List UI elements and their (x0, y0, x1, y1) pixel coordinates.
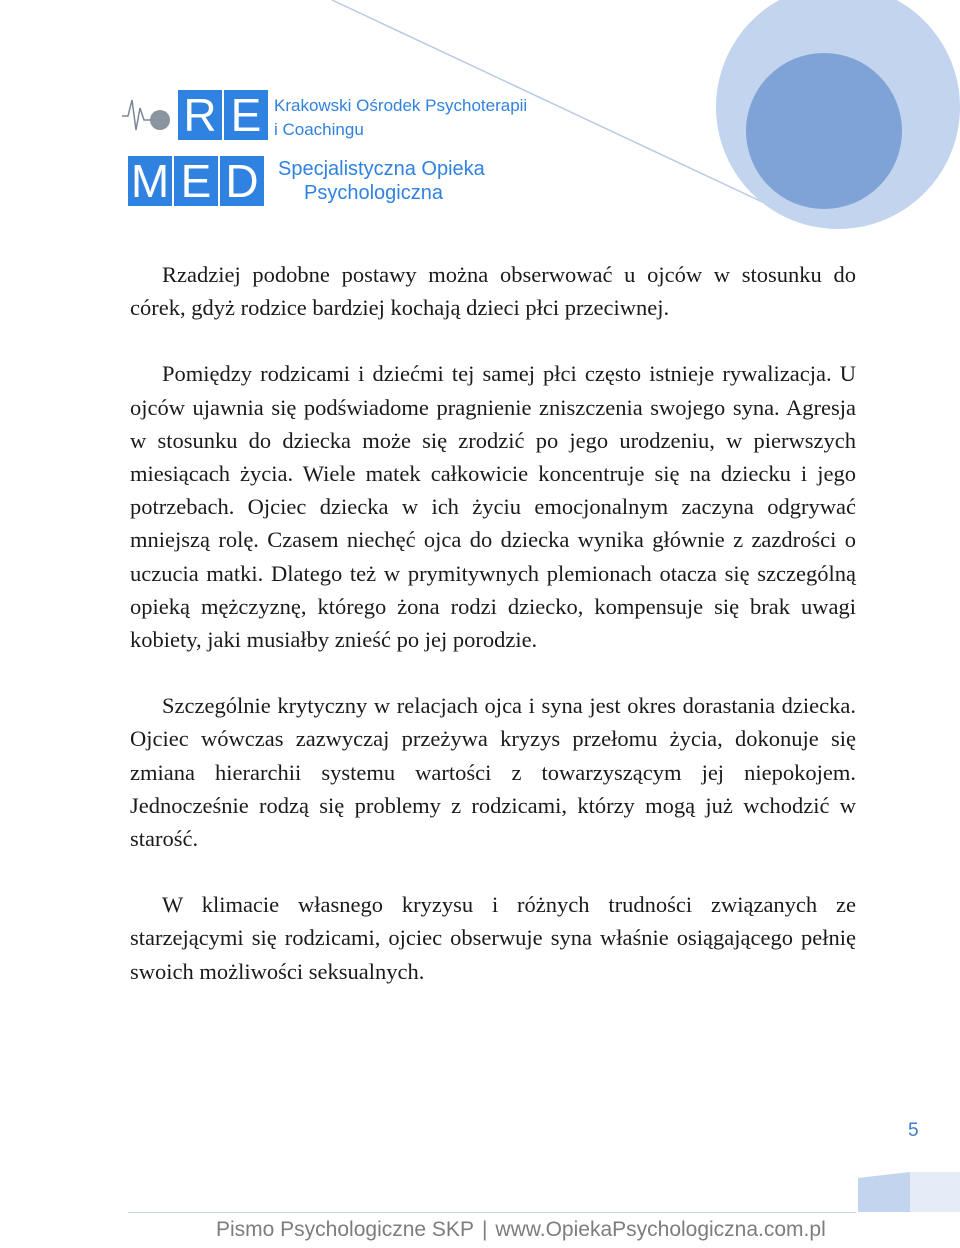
logo-line-3: Specjalistyczna Opieka (278, 158, 485, 180)
logo-line-2: i Coachingu (274, 120, 364, 139)
paragraph-4: W klimacie własnego kryzysu i różnych trudności związanych ze starzejącymi się rodzicami, ojciec obserwuje syna właśnie osiągającego pełnię swoich możliwości seksualnych. (130, 892, 856, 984)
logo-letter-r: R (178, 90, 222, 140)
page-corner-tab (858, 1172, 960, 1212)
paragraph-1: Rzadziej podobne postawy można obserwować u ojców w stosunku do córek, gdyż rodzice bardziej kochają dzieci płci przeciwnej. (130, 262, 856, 321)
page-number: 5 (908, 1120, 919, 1141)
footer-separator: | (481, 1218, 488, 1241)
paragraph-3: Szczególnie krytyczny w relacjach ojca i syna jest okres dorastania dziecka. Ojciec wówczas zazwyczaj przeżywa kryzys przełomu życia, dokonuje się zmiana hierarchii systemu wartości z towarzyszącym jej niepokojem. Jednocześnie rodzą się problemy z rodzicami, którzy mogą już wchodzić w starość. (130, 693, 856, 852)
inner-circle-shape (746, 53, 902, 209)
remed-logo (122, 86, 542, 212)
footer-divider (128, 1212, 856, 1213)
footer-publication: Pismo Psychologiczne SKP (216, 1218, 474, 1241)
logo-line-4: Psychologiczna (304, 182, 443, 204)
logo-letter-m: M (128, 156, 172, 206)
footer (216, 1218, 826, 1242)
paragraph-2: Pomiędzy rodzicami i dziećmi tej samej płci często istnieje rywalizacja. U ojców ujawnia się podświadome pragnienie zniszczenia swojego syna. Agresja w stosunku do dziecka może się zrodzić po jego urodzeniu, w pierwszych miesiącach życia. Wiele matek całkowicie koncentruje się na dziecku i jego potrzebach. Ojciec dziecka w ich życiu emocjonalnym zaczyna odgrywać mniejszą rolę. Czasem niechęć ojca do dziecka wynika głównie z zazdrości o uczucia matki. Dlatego też w prymitywnych plemionach otacza się szczególną opieką mężczyznę, którego żona rodzi dziecko, kompensuje się brak uwagi kobiety, jaki musiałby znieść po jej porodzie. (130, 361, 856, 653)
logo-letter-e: E (224, 90, 268, 140)
logo-letter-e2: E (174, 156, 218, 206)
article-body (130, 258, 856, 1021)
footer-website-link[interactable]: www.OpiekaPsychologiczna.com.pl (495, 1218, 826, 1241)
heartbeat-icon (122, 86, 182, 146)
logo-letter-d: D (220, 156, 264, 206)
logo-line-1: Krakowski Ośrodek Psychoterapii (274, 96, 528, 115)
